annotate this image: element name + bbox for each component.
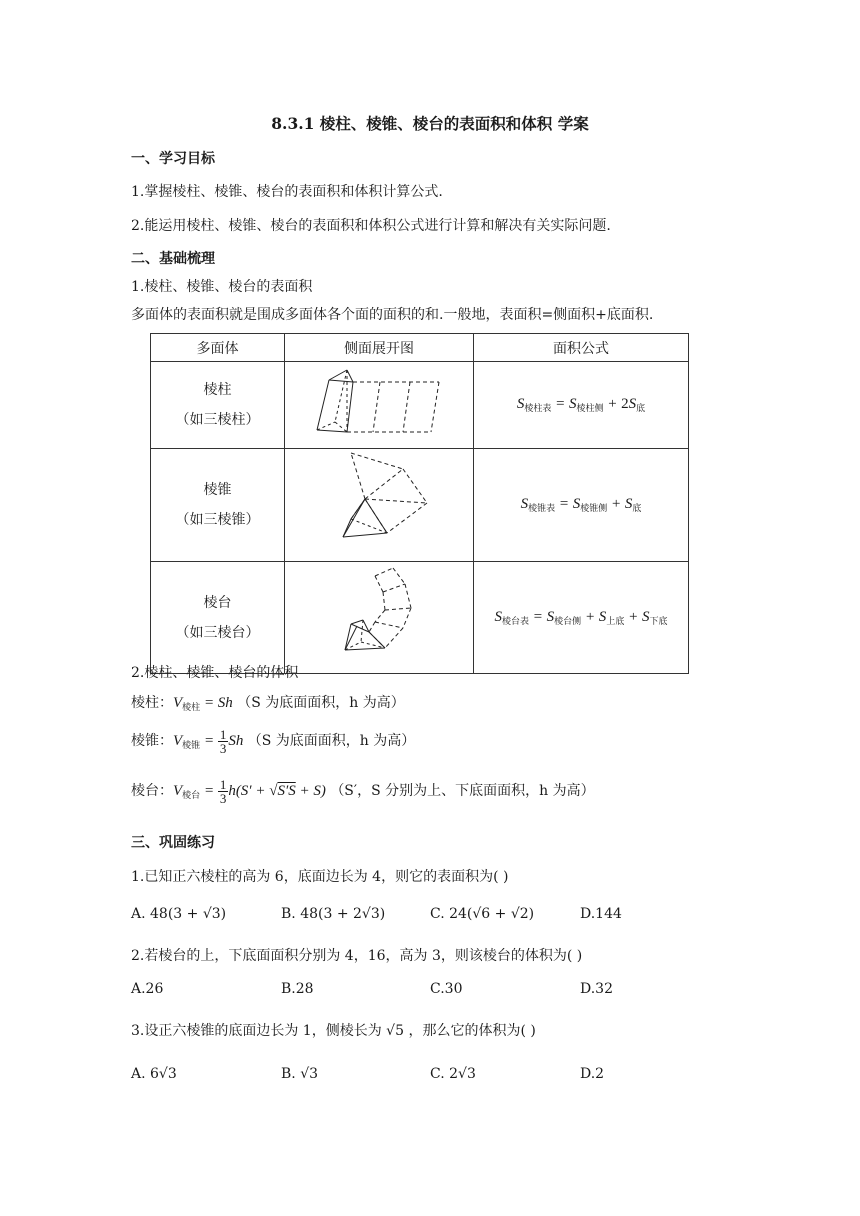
q3-option-c: C. 2√3 bbox=[430, 1066, 476, 1082]
formula-frustum-surface: $S_{棱台表} = S_{棱台侧} + S_{上底} + S_{下底}$ bbox=[494, 608, 668, 627]
objective-2: 2.能运用棱柱、棱锥、棱台的表面积和体积公式进行计算和解决有关实际问题. bbox=[131, 218, 611, 234]
pyramid-net-figure bbox=[285, 449, 473, 557]
q1-option-d: D.144 bbox=[580, 906, 622, 922]
formula-pyramid-surface: $S_{棱锥表} = S_{棱锥侧} + S_底$ bbox=[520, 496, 642, 514]
section-heading-basics: 二、基础梳理 bbox=[131, 251, 215, 267]
question-1: 1.已知正六棱柱的高为 6，底面边长为 4，则它的表面积为( ) bbox=[131, 869, 509, 885]
q1-option-b: B. 48(3 + 2√3) bbox=[281, 906, 386, 922]
q2-option-c: C.30 bbox=[430, 981, 463, 997]
page-title: 8.3.1 棱柱、棱锥、棱台的表面积和体积 学案 bbox=[271, 114, 589, 133]
table-header-formula: 面积公式 bbox=[474, 334, 689, 362]
subheading-surface-area: 1.棱柱、棱锥、棱台的表面积 bbox=[131, 279, 313, 295]
subheading-volume: 2.棱柱、棱锥、棱台的体积 bbox=[131, 665, 299, 681]
question-3: 3.设正六棱锥的底面边长为 1，侧棱长为 √5 ，那么它的体积为( ) bbox=[131, 1023, 536, 1039]
q3-option-d: D.2 bbox=[580, 1066, 605, 1082]
frustum-net-figure bbox=[285, 562, 473, 669]
volume-pyramid: 棱锥：$V_{棱锥}$ = $\frac{1}{3}$ Sh （S 为底面面积，h 为高） bbox=[131, 727, 416, 756]
section-heading-practice: 三、巩固练习 bbox=[131, 835, 215, 851]
q2-option-b: B.28 bbox=[281, 981, 314, 997]
table-header-solid: 多面体 bbox=[151, 334, 285, 362]
prism-net-figure bbox=[285, 362, 473, 444]
table-row bbox=[151, 362, 689, 449]
solid-name-frustum: 棱台 bbox=[203, 594, 232, 611]
q1-option-c: C. 24(√6 + √2) bbox=[430, 906, 535, 922]
section-heading-objectives: 一、学习目标 bbox=[131, 151, 215, 167]
q3-option-a: A. 6√3 bbox=[131, 1066, 177, 1082]
volume-frustum: 棱台：$V_{棱台}$ = $\frac{1}{3}$ h(S′ + √S′S + S) （S′，S 分别为上、下底面面积，h 为高） bbox=[131, 777, 595, 806]
volume-prism: 棱柱：$V_{棱柱} = Sh$ （S 为底面面积，h 为高） bbox=[131, 695, 405, 713]
q1-option-a: A. 48(3 + √3) bbox=[131, 906, 227, 922]
solid-name-prism: 棱柱 bbox=[203, 382, 232, 398]
solid-name-pyramid: 棱锥 bbox=[203, 482, 232, 498]
q2-option-a: A.26 bbox=[131, 981, 164, 997]
objective-1: 1.掌握棱柱、棱锥、棱台的表面积和体积计算公式. bbox=[131, 184, 443, 200]
surface-area-intro: 多面体的表面积就是围成多面体各个面的面积的和.一般地，表面积=侧面积+底面积. bbox=[131, 307, 654, 323]
question-2: 2.若棱台的上，下底面面积分别为 4，16，高为 3，则该棱台的体积为( ) bbox=[131, 948, 583, 964]
surface-area-table bbox=[150, 333, 689, 674]
solid-note-frustum: （如三棱台） bbox=[175, 624, 260, 641]
table-row bbox=[151, 449, 689, 562]
q2-option-d: D.32 bbox=[580, 981, 613, 997]
solid-note-pyramid: （如三棱锥） bbox=[175, 512, 260, 528]
table-row bbox=[151, 562, 689, 674]
table-header-net: 侧面展开图 bbox=[285, 334, 474, 362]
formula-prism-surface: $S_{棱柱表} = S_{棱柱侧} + 2S_底$ bbox=[516, 396, 646, 414]
q3-option-b: B. √3 bbox=[281, 1066, 319, 1082]
solid-note-prism: （如三棱柱） bbox=[175, 412, 260, 428]
